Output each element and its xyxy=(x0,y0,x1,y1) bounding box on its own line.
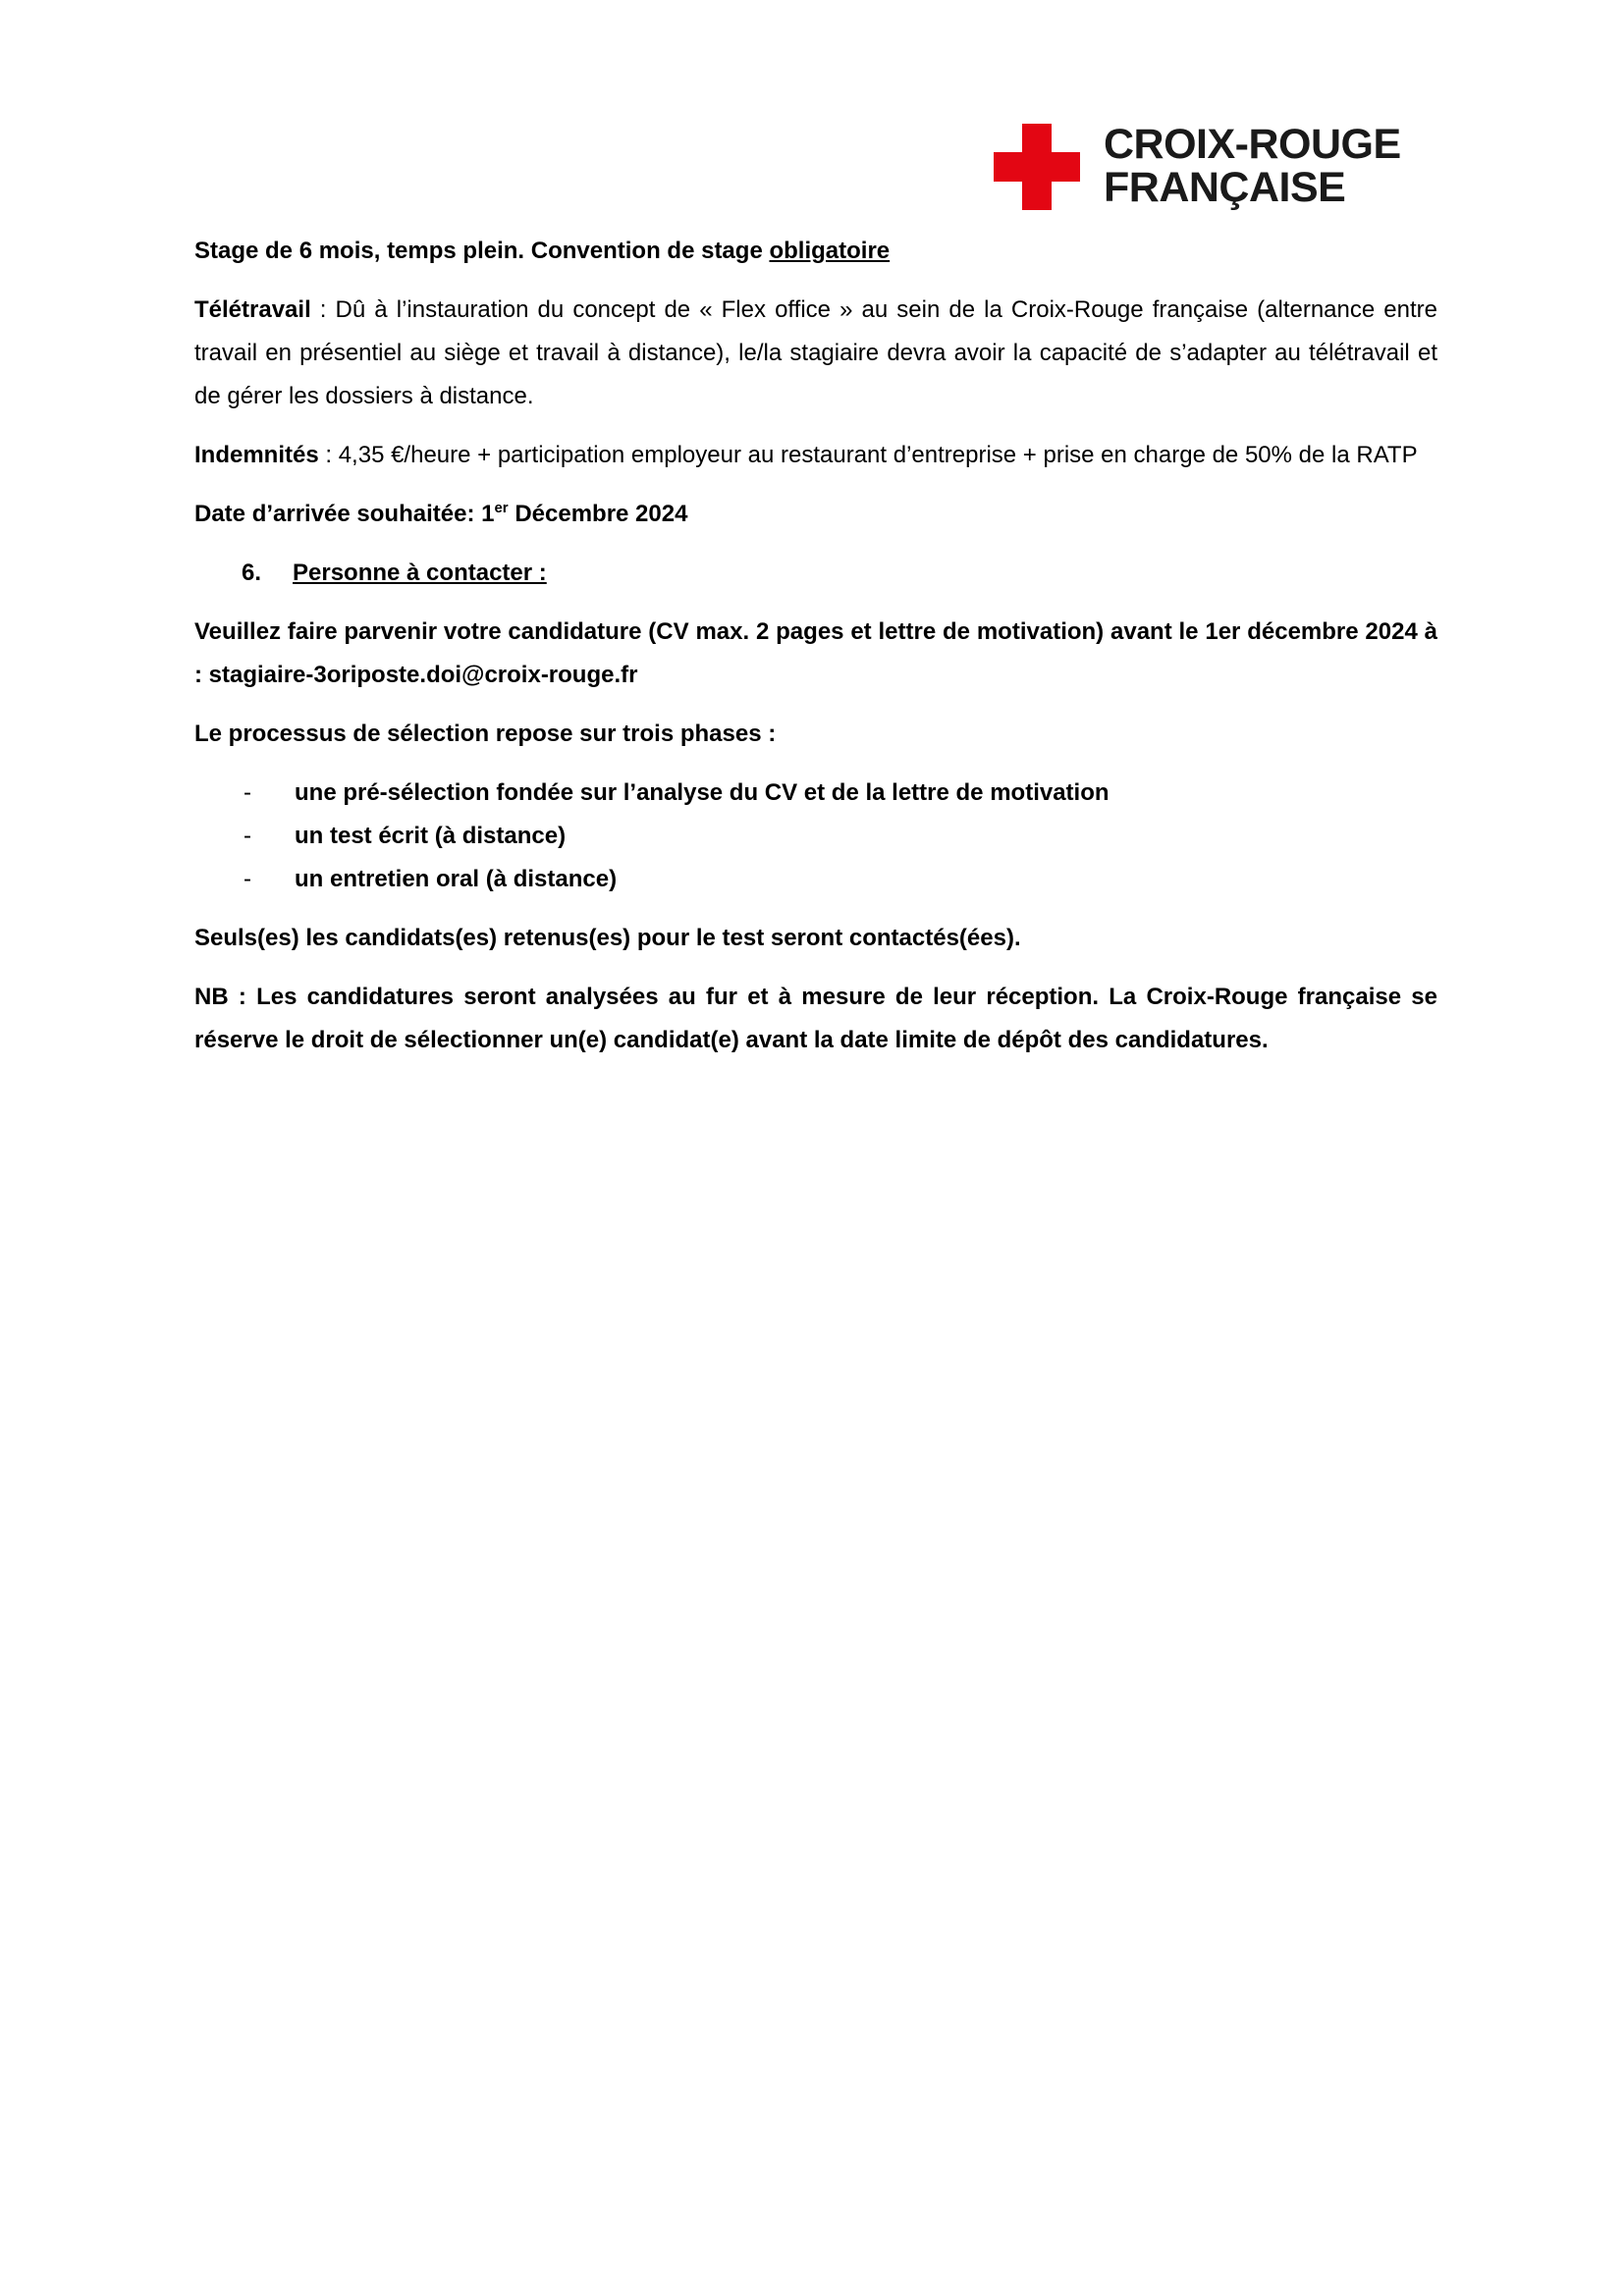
date-arrivee-text: Date d’arrivée souhaitée: 1 xyxy=(194,501,495,527)
indemnites-label: Indemnités xyxy=(194,442,319,468)
date-arrivee-paragraph xyxy=(194,493,1437,536)
dash-bullet: - xyxy=(244,823,251,849)
candidature-text: Veuillez faire parvenir votre candidature (CV max. 2 pages et lettre de motivation) avant le 1er décembre 2024 à : stagiaire-3oriposte.doi@croix-rouge.fr xyxy=(194,618,1437,688)
indemnites-paragraph xyxy=(194,434,1437,477)
teletravail-text: : Dû à l’instauration du concept de « Flex office » au sein de la Croix-Rouge française (alternance entre travail en présentiel au siège et travail à distance), le/la stagiaire devra avoir la capacité de s’adapter au télétravail et de gérer les dossiers à distance. xyxy=(194,296,1437,409)
logo-line-2: FRANÇAISE xyxy=(1104,164,1346,211)
phases-list xyxy=(194,772,1437,901)
stage-paragraph xyxy=(194,230,1437,273)
phase-text: une pré-sélection fondée sur l’analyse du CV et de la lettre de motivation xyxy=(295,779,1110,806)
section-6-title: Personne à contacter : xyxy=(293,560,547,586)
teletravail-label: Télétravail xyxy=(194,296,311,323)
list-item xyxy=(194,815,1437,858)
section-6-heading xyxy=(194,552,1437,595)
stage-text: Stage de 6 mois, temps plein. Convention de stage xyxy=(194,238,770,264)
phase-text: un test écrit (à distance) xyxy=(295,823,567,849)
logo-wordmark xyxy=(1104,123,1401,209)
teletravail-paragraph xyxy=(194,289,1437,418)
candidature-paragraph xyxy=(194,611,1437,697)
nb-paragraph: NB : Les candidatures seront analysées au fur et à mesure de leur réception. La Croix-Rouge française se réserve le droit de sélectionner un(e) candidat(e) avant la date limite de dépôt des candidatures. xyxy=(194,984,1437,1053)
date-arrivee-end: Décembre 2024 xyxy=(508,501,688,527)
indemnites-text: : 4,35 €/heure + participation employeur au restaurant d’entreprise + prise en charge de 50% de la RATP xyxy=(318,442,1418,468)
stage-underlined: obligatoire xyxy=(769,238,891,264)
date-arrivee-sup: er xyxy=(494,500,509,516)
processus-intro: Le processus de sélection repose sur trois phases : xyxy=(194,721,777,747)
croix-rouge-logo xyxy=(994,123,1416,211)
logo-line-1: CROIX-ROUGE xyxy=(1104,121,1401,168)
seuls-paragraph: Seuls(es) les candidats(es) retenus(es) pour le test seront contactés(ées). xyxy=(194,925,1021,951)
section-6-number: 6. xyxy=(242,560,262,586)
list-item xyxy=(194,858,1437,901)
document-body xyxy=(194,230,1437,1078)
list-item xyxy=(194,772,1437,815)
red-cross-icon xyxy=(994,124,1080,210)
dash-bullet: - xyxy=(244,866,251,892)
dash-bullet: - xyxy=(244,779,251,806)
phase-text: un entretien oral (à distance) xyxy=(295,866,618,892)
